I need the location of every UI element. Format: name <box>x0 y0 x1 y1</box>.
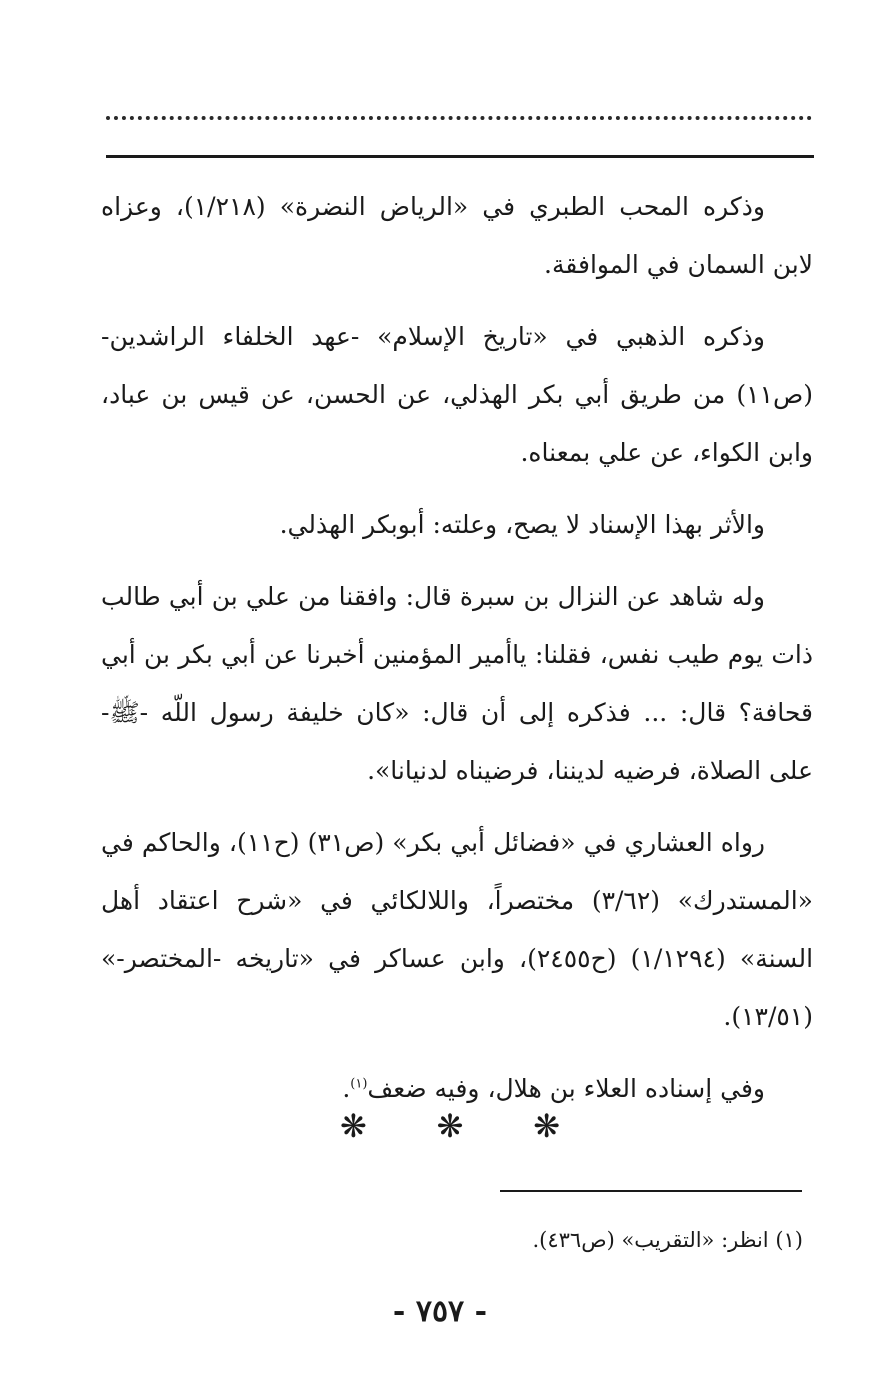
section-separator <box>340 1106 560 1146</box>
paragraph-6-text: وفي إسناده العلاء بن هلال، وفيه ضعف <box>367 1074 765 1103</box>
footnote-reference[interactable]: (١) <box>350 1076 368 1092</box>
footnote-rule <box>500 1190 802 1192</box>
footnote-text: (١) انظر: «التقريب» (ص٤٣٦). <box>532 1228 803 1252</box>
paragraph-5: رواه العشاري في «فضائل أبي بكر» (ص٣١) (ح١١)، والحاكم في «المستدرك» (٣/٦٢) مختصراً، واللالكائي في «شرح اعتقاد أهل السنة» (١/١٢٩٤) (ح٢٤٥٥)، وابن عساكر في «تاريخه -المختصر-» (١٣/٥١). <box>101 828 814 1031</box>
asterism-star-1: ❋ <box>340 1107 367 1145</box>
page-number: - ٧٥٧ - <box>392 1294 488 1329</box>
asterism-star-3: ❋ <box>533 1107 560 1145</box>
paragraph-4: وله شاهد عن النزال بن سبرة قال: وافقنا من علي بن أبي طالب ذات يوم طيب نفس، فقلنا: ياأمير المؤمنين أخبرنا عن أبي بكر بن أبي قحافة؟ قال: ... فذكره إلى أن قال: «كان خليفة رسول اللّه -ﷺ- على الصلاة، فرضيه لديننا، فرضيناه لدنيانا». <box>101 582 813 785</box>
header-rule <box>106 155 814 158</box>
header-dotted-line <box>106 108 812 120</box>
paragraph-2: وذكره الذهبي في «تاريخ الإسلام» -عهد الخلفاء الراشدين- (ص١١) من طريق أبي بكر الهذلي، عن الحسن، عن قيس بن عباد، وابن الكواء، عن علي بمعناه. <box>101 322 813 467</box>
paragraph-3: والأثر بهذا الإسناد لا يصح، وعلته: أبوبكر الهذلي. <box>279 510 765 539</box>
asterism-star-2: ❋ <box>436 1107 464 1145</box>
main-text <box>101 178 813 1132</box>
paragraph-1: وذكره المحب الطبري في «الرياض النضرة» (١/٢١٨)، وعزاه لابن السمان في الموافقة. <box>101 192 813 279</box>
paragraph-6-end: . <box>342 1074 351 1103</box>
